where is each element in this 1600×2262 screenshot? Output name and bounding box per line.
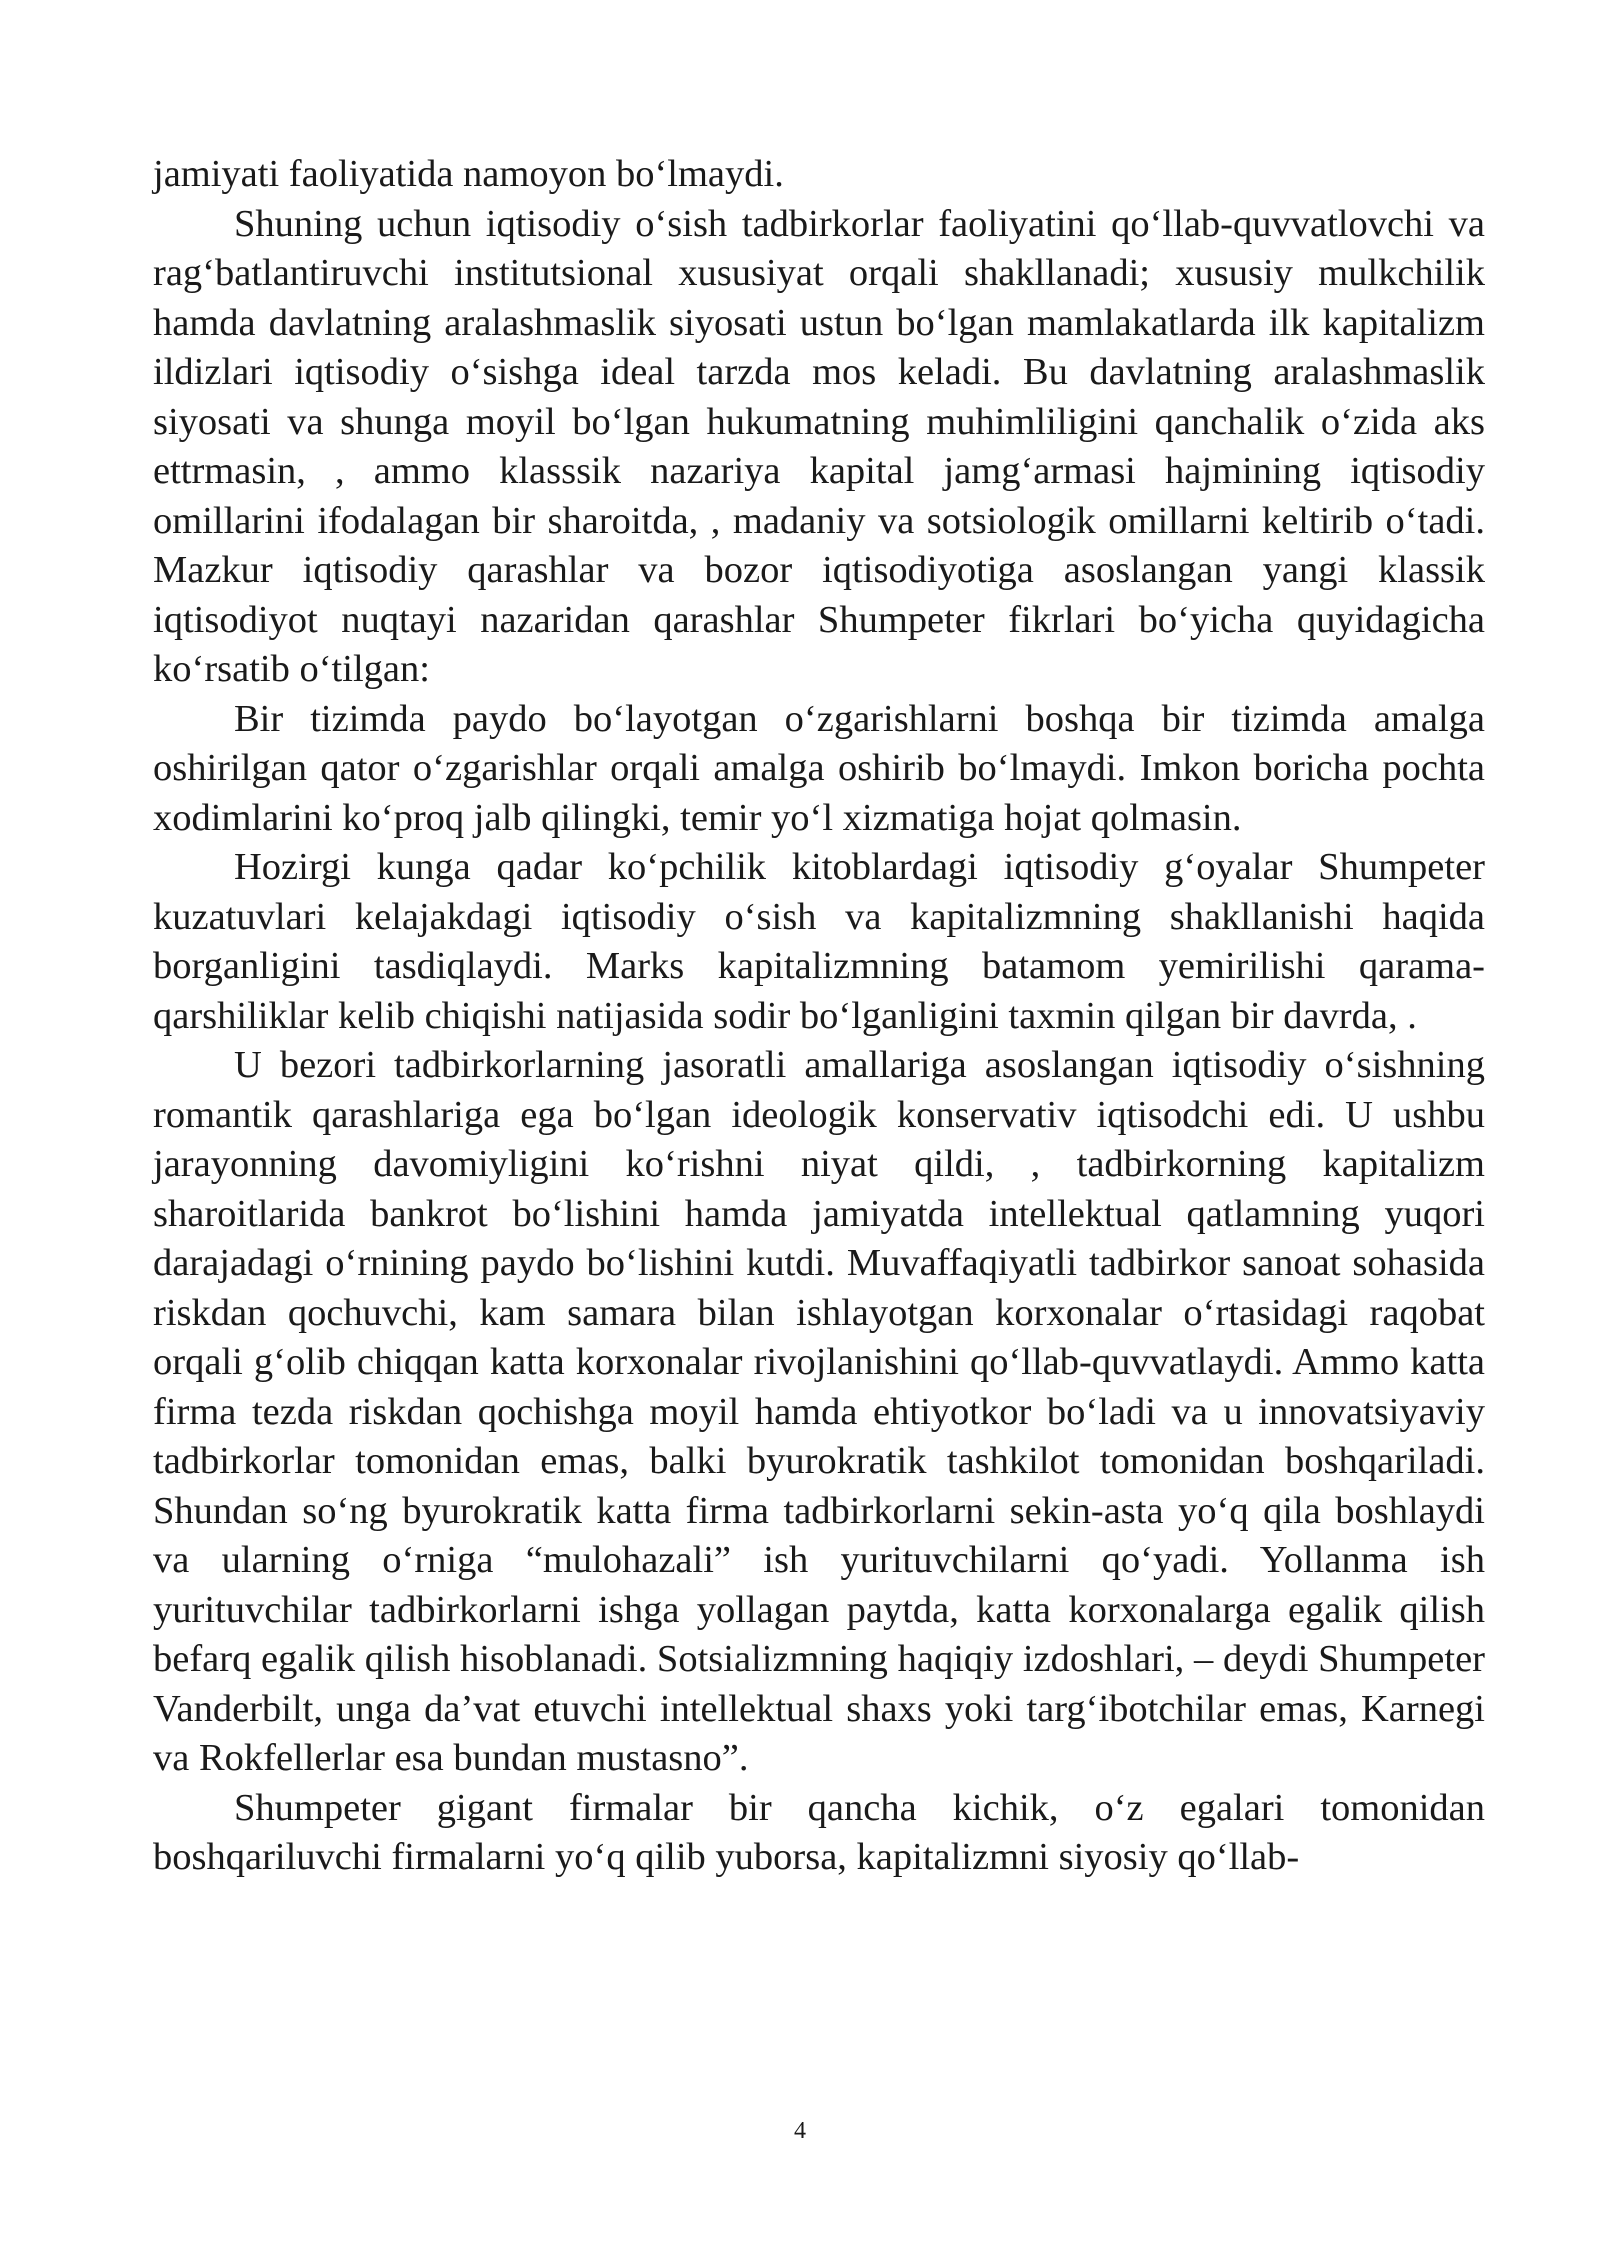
body-text: [153, 150, 1485, 1883]
page-number: 4: [794, 2118, 806, 2144]
paragraph-6: Shumpeter gigant firmalar bir qancha kichik, o‘z egalari tomonidan boshqariluvchi firmalarni yo‘q qilib yuborsa, kapitalizmni siyosiy qo‘llab-: [153, 1786, 1485, 1878]
paragraph-4: Hozirgi kunga qadar ko‘pchilik kitoblardagi iqtisodiy g‘oyalar Shumpeter kuzatuvlari kelajakdagi iqtisodiy o‘sish va kapitalizmning shakllanishi haqida borganligini tasdiqlaydi. Marks kapitalizmning batamom yemirilishi qarama-qarshiliklar kelib chiqishi natijasida sodir bo‘lganligini taxmin qilgan bir davrda, .: [153, 846, 1485, 1037]
paragraph-3: Bir tizimda paydo bo‘layotgan o‘zgarishlarni boshqa bir tizimda amalga oshirilgan qator o‘zgarishlar orqali amalga oshirib bo‘lmaydi. Imkon boricha pochta xodimlarini ko‘proq jalb qilingki, temir yo‘l xizmatiga hojat qolmasin.: [153, 697, 1485, 839]
paragraph-1: jamiyati faoliyatida namoyon bo‘lmaydi.: [153, 153, 784, 195]
paragraph-5: U bezori tadbirkorlarning jasoratli amallariga asoslangan iqtisodiy o‘sishning romantik qarashlariga ega bo‘lgan ideologik konservativ iqtisodchi edi. U ushbu jarayonning davomiyligini ko‘rishni niyat qildi, , tadbirkorning kapitalizm sharoitlarida bankrot bo‘lishini hamda jamiyatda intellektual qatlamning yuqori darajadagi o‘rnining paydo bo‘lishini kutdi. Muvaffaqiyatli tadbirkor sanoat sohasida riskdan qochuvchi, kam samara bilan ishlayotgan korxonalar o‘rtasidagi raqobat orqali g‘olib chiqqan katta korxonalar rivojlanishini qo‘llab-quvvatlaydi. Ammo katta firma tezda riskdan qochishga moyil hamda ehtiyotkor bo‘ladi va u innovatsiyaviy tadbirkorlar tomonidan emas, balki byurokratik tashkilot tomonidan boshqariladi. Shundan so‘ng byurokratik katta firma tadbirkorlarni sekin-asta yo‘q qila boshlaydi va ularning o‘rniga “mulohazali” ish yurituvchilarni qo‘yadi. Yollanma ish yurituvchilar tadbirkorlarni ishga yollagan paytda, katta korxonalarga egalik qilish befarq egalik qilish hisoblanadi. Sotsializmning haqiqiy izdoshlari, – deydi Shumpeter Vanderbilt, unga da’vat etuvchi intellektual shaxs yoki targ‘ibotchilar emas, Karnegi va Rokfellerlar esa bundan mustasno”.: [153, 1044, 1485, 1779]
paragraph-2: Shuning uchun iqtisodiy o‘sish tadbirkorlar faoliyatini qo‘llab-quvvatlovchi va rag‘batlantiruvchi institutsional xususiyat orqali shakllanadi; xususiy mulkchilik hamda davlatning aralashmaslik siyosati ustun bo‘lgan mamlakatlarda ilk kapitalizm ildizlari iqtisodiy o‘sishga ideal tarzda mos keladi. Bu davlatning aralashmaslik siyosati va shunga moyil bo‘lgan hukumatning muhimliligini qanchalik o‘zida aks ettrmasin, , ammo klasssik nazariya kapital jamg‘armasi hajmining iqtisodiy omillarini ifodalagan bir sharoitda, , madaniy va sotsiologik omillarni keltirib o‘tadi. Mazkur iqtisodiy qarashlar va bozor iqtisodiyotiga asoslangan yangi klassik iqtisodiyot nuqtayi nazaridan qarashlar Shumpeter fikrlari bo‘yicha quyidagicha ko‘rsatib o‘tilgan:: [153, 202, 1485, 690]
